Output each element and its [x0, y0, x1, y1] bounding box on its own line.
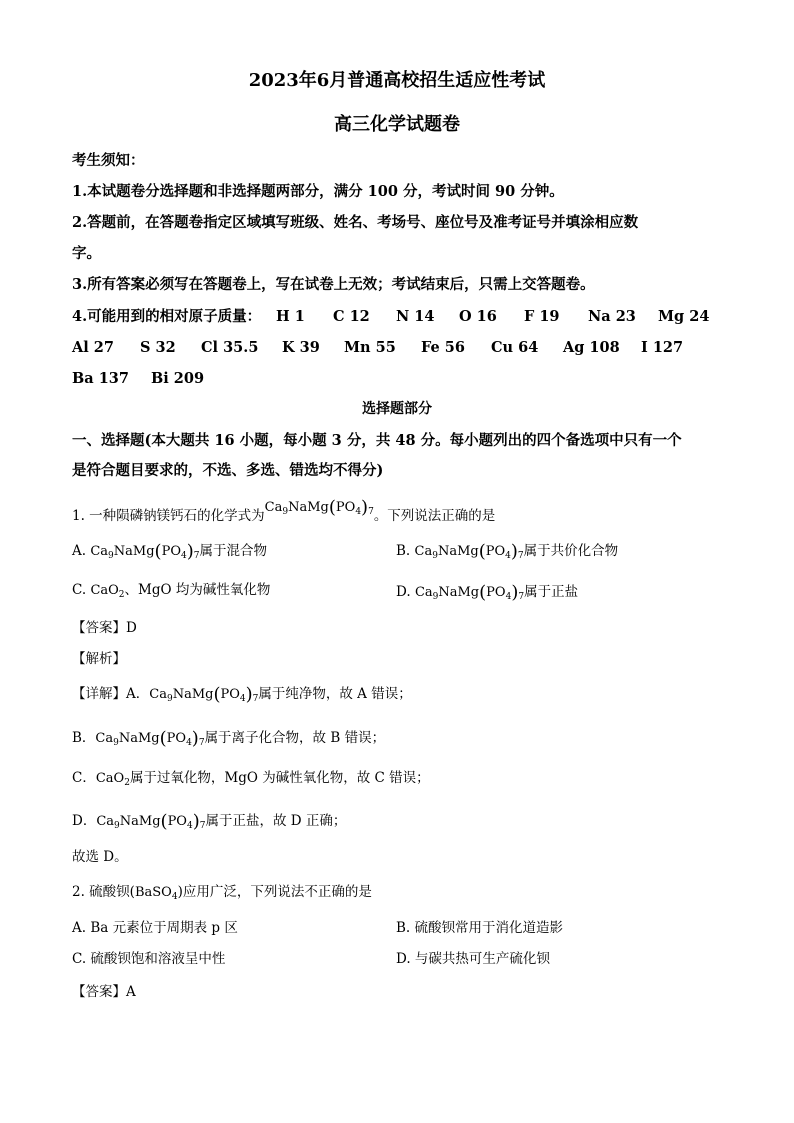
mass-n: N 14 — [396, 308, 435, 325]
q1-answer: 【答案】D — [72, 620, 137, 636]
notice-item-3: 3.所有答案必须写在答题卷上，写在试卷上无效；考试结束后，只需上交答题卷。 — [72, 276, 595, 293]
notice-item-2: 2.答题前，在答题卷指定区域填写班级、姓名、考场号、座位号及准考证号并填涂相应数 — [72, 214, 639, 231]
part1-instructions-cont: 是符合题目要求的，不选、多选、错选均不得分) — [72, 462, 384, 479]
mass-na: Na 23 — [588, 308, 636, 325]
mass-f: F 19 — [524, 308, 560, 325]
q2-option-b[interactable]: B. 硫酸钡常用于消化道造影 — [396, 920, 564, 936]
mass-cl: Cl 35.5 — [201, 339, 259, 356]
page-subtitle: 高三化学试题卷 — [334, 114, 460, 135]
notice-item-2-cont: 字。 — [72, 245, 101, 262]
mass-k: K 39 — [282, 339, 320, 356]
section-title: 选择题部分 — [362, 401, 432, 417]
q1-conclusion: 故选 D。 — [72, 849, 128, 865]
q2-option-d[interactable]: D. 与碳共热可生产硫化钡 — [396, 951, 550, 967]
mass-s: S 32 — [140, 339, 176, 356]
q1-stem-pre: 1. 一种陨磷钠镁钙石的化学式为 — [72, 508, 265, 524]
q2-option-a[interactable]: A. Ba 元素位于周期表 p 区 — [72, 920, 238, 936]
q1-analysis-label: 【解析】 — [72, 651, 126, 667]
q2-stem: 2. 硫酸钡(BaSO$_4$)应用广泛，下列说法不正确的是 — [72, 884, 372, 902]
q2-option-c[interactable]: C. 硫酸钡饱和溶液呈中性 — [72, 951, 226, 967]
q1-option-d[interactable]: D. $Ca_9NaMg(PO_4)_7$属于正盐 — [396, 582, 579, 603]
mass-mn: Mn 55 — [344, 339, 396, 356]
q1-formula: $Ca_9NaMg(PO_4)_7$ — [264, 497, 374, 518]
q1-stem-post: 。下列说法正确的是 — [373, 508, 496, 524]
mass-cu: Cu 64 — [491, 339, 539, 356]
mass-c: C 12 — [333, 308, 370, 325]
mass-o: O 16 — [459, 308, 497, 325]
mass-ag: Ag 108 — [563, 339, 620, 356]
q1-detail-b: B．$Ca_9NaMg(PO_4)_7$属于离子化合物，故 B 错误； — [72, 728, 386, 749]
mass-h: H 1 — [276, 308, 305, 325]
notice-item-1: 1.本试题卷分选择题和非选择题两部分，满分 100 分，考试时间 90 分钟。 — [72, 183, 564, 200]
page-title: 2023年6月普通高校招生适应性考试 — [248, 70, 546, 91]
part1-instructions: 一、选择题(本大题共 16 小题，每小题 3 分，共 48 分。每小题列出的四个备选项中只有一个 — [72, 432, 682, 449]
notice-heading: 考生须知： — [72, 152, 145, 169]
q1-detail-a: 【详解】A．$Ca_9NaMg(PO_4)_7$属于纯净物，故 A 错误； — [72, 684, 412, 705]
q1-stem — [72, 497, 496, 528]
q1-option-b[interactable]: B. $Ca_9NaMg(PO_4)_7$属于共价化合物 — [396, 541, 619, 562]
mass-bi: Bi 209 — [151, 370, 205, 387]
q1-option-c[interactable]: C. CaO$_2$、MgO 均为碱性氧化物 — [72, 582, 271, 600]
mass-i: I 127 — [641, 339, 684, 356]
q2-answer: 【答案】A — [72, 984, 136, 1000]
mass-mg: Mg 24 — [658, 308, 710, 325]
notice-item-4-label: 4.可能用到的相对原子质量： — [72, 308, 262, 325]
mass-fe: Fe 56 — [421, 339, 465, 356]
mass-ba: Ba 137 — [72, 370, 129, 387]
q1-option-a[interactable]: A. $Ca_9NaMg(PO_4)_7$属于混合物 — [72, 541, 267, 562]
q1-detail-d: D．$Ca_9NaMg(PO_4)_7$属于正盐，故 D 正确； — [72, 811, 347, 832]
q1-detail-c: C．CaO$_2$属于过氧化物，MgO 为碱性氧化物，故 C 错误； — [72, 770, 430, 788]
mass-al: Al 27 — [72, 339, 114, 356]
